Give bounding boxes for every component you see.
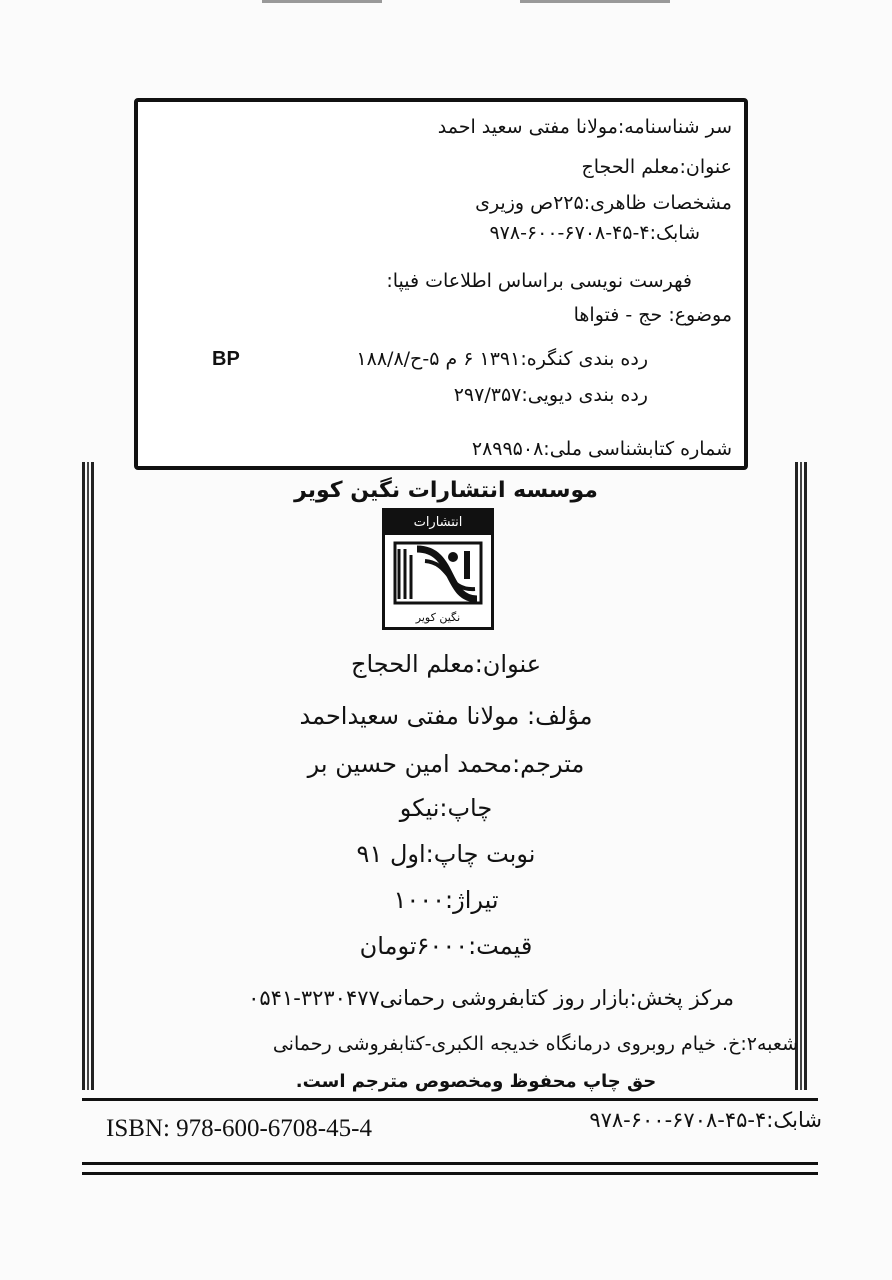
copyright-notice: حق چاپ محفوظ ومخصوص مترجم است.	[295, 1071, 657, 1092]
divider-bottom-1	[82, 1162, 818, 1165]
catalog-title: عنوان:معلم الحجاج	[581, 156, 732, 178]
book-printer: چاپ:نیکو	[399, 794, 493, 822]
divider-bottom-2	[82, 1172, 818, 1175]
logo-emblem-icon	[385, 535, 491, 609]
catalog-main-entry: سر شناسنامه:مولانا مفتی سعید احمد	[437, 116, 732, 138]
isbn-latin: ISBN: 978-600-6708-45-4	[106, 1115, 372, 1142]
book-translator: مترجم:محمد امین حسین بر	[307, 750, 585, 778]
book-circulation: تیراژ:۱۰۰۰	[393, 886, 499, 914]
catalog-congress-code: BP	[212, 348, 240, 370]
catalog-dewey: رده بندی دیویی:۲۹۷/۳۵۷	[453, 384, 648, 406]
publisher-name: موسسه انتشارات نگین کویر	[294, 478, 598, 503]
catalog-national-number: شماره کتابشناسی ملی:۲۸۹۹۵۰۸	[471, 438, 732, 460]
book-author: مؤلف: مولانا مفتی سعیداحمد	[299, 702, 593, 730]
scan-mark	[262, 0, 382, 3]
catalog-fipa: فهرست نویسی براساس اطلاعات فیپا:	[386, 270, 692, 292]
book-title: عنوان:معلم الحجاج	[350, 650, 542, 678]
branch-address: شعبه۲:خ. خیام روبروی درمانگاه خدیجه الکبری-کتابفروشی رحمانی	[272, 1033, 798, 1055]
distribution-center: مرکز پخش:بازار روز کتابفروشی رحمانی۳۲۳۰۴۷۷-۰۵۴۱	[248, 986, 734, 1010]
catalog-box	[134, 98, 748, 470]
logo-bottom-label: نگین کویر	[415, 611, 461, 624]
scan-mark	[520, 0, 670, 3]
catalog-subject: موضوع: حج - فتواها	[573, 304, 732, 326]
catalog-isbn: شابک:۴-۴۵-۶۷۰۸-۶۰۰-۹۷۸	[489, 222, 700, 244]
divider-top	[82, 1098, 818, 1101]
book-edition: نوبت چاپ:اول ۹۱	[356, 840, 536, 868]
book-price: قیمت:۶۰۰۰تومان	[359, 932, 533, 960]
catalog-physical: مشخصات ظاهری:۲۲۵ص وزیری	[475, 192, 732, 214]
logo-top-label: انتشارات	[385, 511, 491, 535]
catalog-congress: رده بندی کنگره:۱۳۹۱ ۶ م ۵-ح/۱۸۸/۸	[356, 348, 648, 370]
publisher-logo	[382, 508, 494, 630]
isbn-persian: شابک:۴-۴۵-۶۷۰۸-۶۰۰-۹۷۸	[589, 1108, 822, 1132]
